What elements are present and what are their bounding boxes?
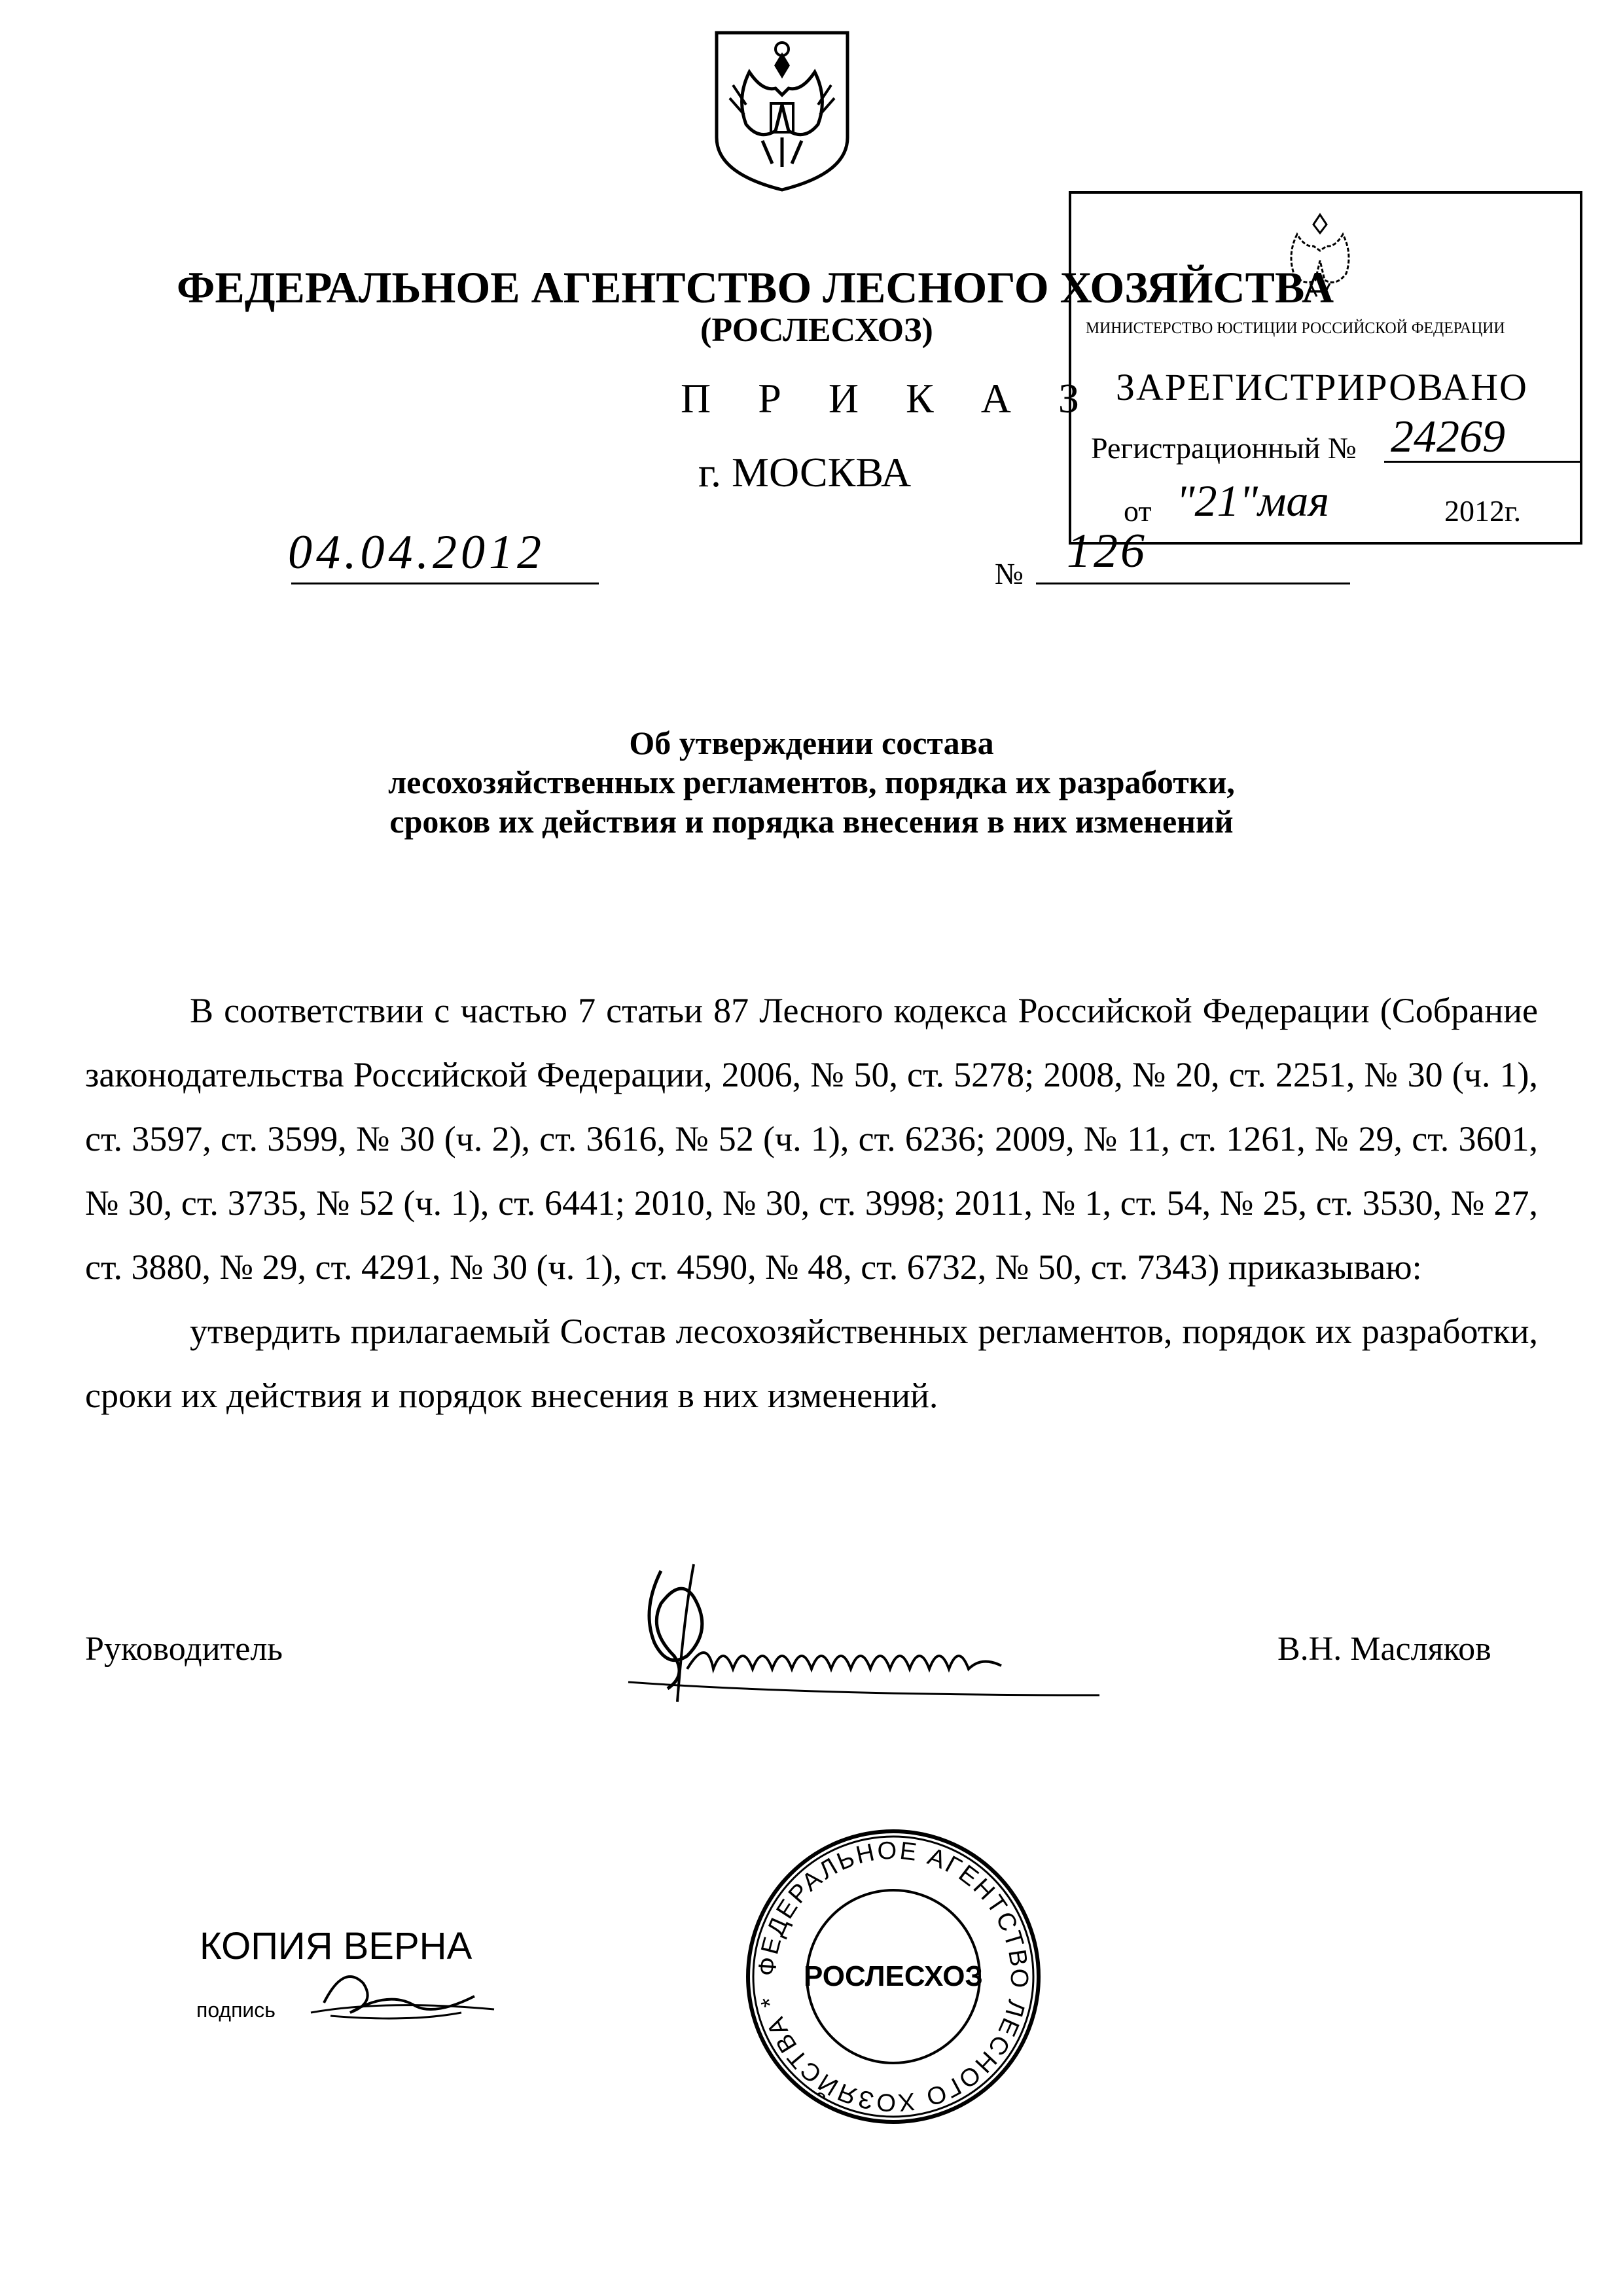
agency-short-name: (РОСЛЕСХОЗ) (700, 312, 933, 349)
stamp-number-label: Регистрационный № (1091, 431, 1357, 465)
stamp-number-value: 24269 (1391, 412, 1505, 462)
copy-signature (304, 1950, 501, 2029)
coat-of-arms-icon (710, 26, 854, 193)
registration-stamp (1069, 191, 1582, 545)
agency-name: ФЕДЕРАЛЬНОЕ АГЕНТСТВО ЛЕСНОГО ХОЗЯЙСТВА (177, 262, 1334, 312)
copy-sign-label: подпись (196, 1998, 276, 2022)
official-seal (743, 1826, 1044, 2127)
stamp-date-month: мая (1258, 476, 1330, 526)
signer-name: В.Н. Масляков (1277, 1630, 1491, 1668)
stamp-date-day: "21" (1176, 476, 1258, 526)
stamp-date-prefix: от (1124, 494, 1152, 528)
city: г. МОСКВА (698, 449, 912, 495)
handwritten-signature (615, 1558, 1099, 1715)
order-number-sign: № (995, 557, 1024, 590)
order-date: 04.04.2012 (288, 526, 545, 579)
title-line-2: лесохозяйственных регламентов, порядка их разработки, (388, 764, 1235, 800)
title-line-1: Об утверждении состава (629, 725, 994, 761)
stamp-number-underline (1384, 461, 1580, 463)
body-paragraph-1: В соответствии с частью 7 статьи 87 Лесного кодекса Российской Федерации (Собрание законодательства Российской Федерации, 2006, № 50, ст. 5278; 2008, № 20, ст. 2251, № 30 (ч. 1), ст. 3597, ст. 3599, № 30 (ч. 2), ст. 3616, № 52 (ч. 1), ст. 6236; 2009, № 11, ст. 1261, № 29, ст. 3601, № 30, ст. 3735, № 52 (ч. 1), ст. 6441; 2010, № 30, ст. 3998; 2011, № 1, ст. 54, № 25, ст. 3530, № 27, ст. 3880, № 29, ст. 4291, № 30 (ч. 1), ст. 4590, № 48, ст. 6732, № 50, ст. 7343) приказываю: (85, 991, 1538, 1287)
order-body (85, 978, 1538, 1427)
order-title (196, 723, 1427, 841)
order-number-underline (1036, 583, 1350, 584)
stamp-status: ЗАРЕГИСТРИРОВАНО (1116, 366, 1528, 408)
order-number: 126 (1067, 524, 1147, 578)
stamp-ministry: МИНИСТЕРСТВО ЮСТИЦИИ РОССИЙСКОЙ ФЕДЕРАЦИИ (1086, 319, 1505, 337)
title-line-3: сроков их действия и порядка внесения в них изменений (389, 803, 1234, 840)
signer-title: Руководитель (85, 1630, 283, 1668)
stamp-date-year: 2012г. (1444, 494, 1522, 528)
stamp-emblem-icon (1277, 208, 1363, 300)
body-paragraph-2: утвердить прилагаемый Состав лесохозяйственных регламентов, порядок их разработки, сроки их действия и порядок внесения в них изменений. (85, 1312, 1538, 1415)
copy-certified-label: КОПИЯ ВЕРНА (200, 1925, 473, 1967)
seal-ring-text: ФЕДЕРАЛЬНОЕ АГЕНТСТВО ЛЕСНОГО ХОЗЯЙСТВА * (753, 1837, 1033, 2117)
order-date-underline (291, 583, 599, 584)
document-type: П Р И К А З (681, 375, 1097, 422)
seal-center-text: РОСЛЕСХОЗ (804, 1960, 983, 1992)
